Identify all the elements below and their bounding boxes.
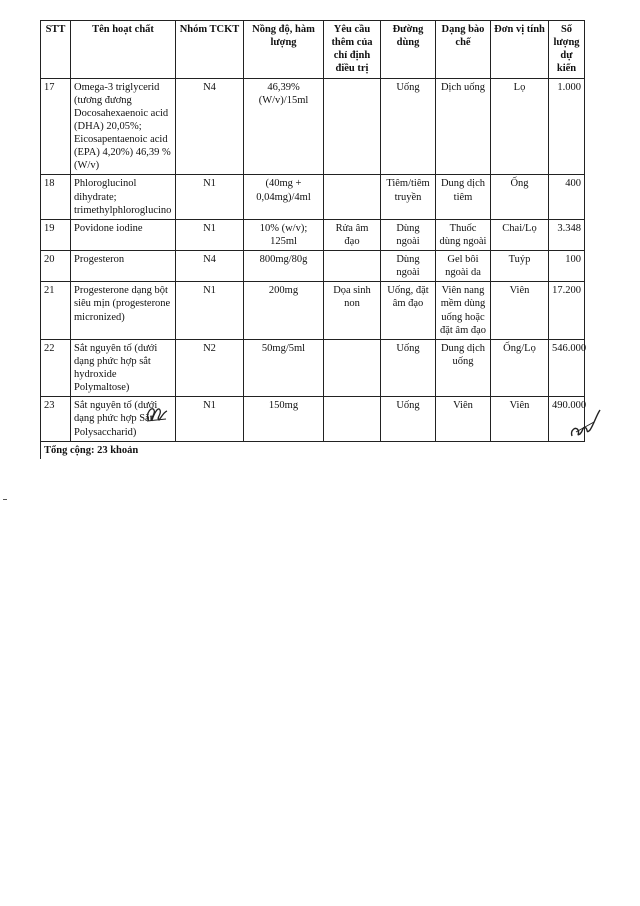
- header-route: Đường dùng: [381, 21, 436, 79]
- header-active-ingredient: Tên hoạt chất: [71, 21, 176, 79]
- cell-qty: 490.000: [549, 397, 585, 441]
- cell-extra: [324, 175, 381, 219]
- cell-strength: 46,39% (W/v)/15ml: [244, 78, 324, 175]
- cell-group: N1: [176, 175, 244, 219]
- cell-stt: 20: [41, 251, 71, 282]
- cell-group: N1: [176, 282, 244, 340]
- header-quantity: Số lượng dự kiến: [549, 21, 585, 79]
- table-row: [41, 339, 585, 397]
- total-row: [41, 441, 585, 459]
- cell-strength: 200mg: [244, 282, 324, 340]
- cell-strength: 150mg: [244, 397, 324, 441]
- drug-table: [40, 20, 585, 459]
- table-row: [41, 397, 585, 441]
- cell-route: Uống: [381, 78, 436, 175]
- cell-name: Sắt nguyên tố (dưới dạng phức hợp Sắt Polysaccharid): [71, 397, 176, 441]
- cell-extra: [324, 397, 381, 441]
- margin-signature: [568, 406, 604, 440]
- cell-form: Dịch uống: [436, 78, 491, 175]
- cell-name: Povidone iodine: [71, 219, 176, 250]
- cell-qty: 100: [549, 251, 585, 282]
- table-header-row: [41, 21, 585, 79]
- cell-qty: 400: [549, 175, 585, 219]
- drug-list-sheet: [40, 20, 587, 459]
- table-row: [41, 251, 585, 282]
- cell-group: N2: [176, 339, 244, 397]
- cell-route: Dùng ngoài: [381, 219, 436, 250]
- header-unit: Đơn vị tính: [491, 21, 549, 79]
- cell-form: Viên nang mềm dùng uống hoặc đặt âm đạo: [436, 282, 491, 340]
- cell-stt: 19: [41, 219, 71, 250]
- cell-extra: Rửa âm đạo: [324, 219, 381, 250]
- cell-name: Progesterone dạng bột siêu mịn (progesterone micronized): [71, 282, 176, 340]
- cell-unit: Chai/Lọ: [491, 219, 549, 250]
- cell-strength: (40mg + 0,04mg)/4ml: [244, 175, 324, 219]
- cell-unit: Ống: [491, 175, 549, 219]
- cell-extra: [324, 251, 381, 282]
- cell-form: Gel bôi ngoài da: [436, 251, 491, 282]
- total-label: Tổng cộng: 23 khoản: [44, 444, 139, 456]
- cell-extra: [324, 78, 381, 175]
- cell-route: Dùng ngoài: [381, 251, 436, 282]
- cell-name: Progesteron: [71, 251, 176, 282]
- cell-strength: 800mg/80g: [244, 251, 324, 282]
- header-tech-group: Nhóm TCKT: [176, 21, 244, 79]
- cell-unit: Ống/Lọ: [491, 339, 549, 397]
- table-row: [41, 175, 585, 219]
- table-row: [41, 78, 585, 175]
- cell-unit: Viên: [491, 282, 549, 340]
- cell-group: N4: [176, 78, 244, 175]
- cell-group: N1: [176, 397, 244, 441]
- cell-group: N4: [176, 251, 244, 282]
- cell-route: Uống: [381, 339, 436, 397]
- cell-name: Sắt nguyên tố (dưới dạng phức hợp sắt hydroxide Polymaltose): [71, 339, 176, 397]
- header-stt: STT: [41, 21, 71, 79]
- cell-form: Thuốc dùng ngoài: [436, 219, 491, 250]
- total-cell: [41, 441, 585, 459]
- cell-extra: [324, 339, 381, 397]
- cell-stt: 18: [41, 175, 71, 219]
- cell-route: Tiêm/tiêm truyền: [381, 175, 436, 219]
- cell-unit: Tuýp: [491, 251, 549, 282]
- cell-form: Viên: [436, 397, 491, 441]
- cell-stt: 21: [41, 282, 71, 340]
- cell-form: Dung dịch tiêm: [436, 175, 491, 219]
- table-row: [41, 282, 585, 340]
- header-strength: Nồng độ, hàm lượng: [244, 21, 324, 79]
- initials-signature: [144, 402, 170, 424]
- cell-unit: Lọ: [491, 78, 549, 175]
- cell-strength: 50mg/5ml: [244, 339, 324, 397]
- cell-unit: Viên: [491, 397, 549, 441]
- cell-name: Omega-3 triglycerid (tương đương Docosahexaenoic acid (DHA) 20,05%; Eicosapentaenoic acid (EPA) 4,20%) 46,39 % (W/v): [71, 78, 176, 175]
- cell-group: N1: [176, 219, 244, 250]
- cell-qty: 1.000: [549, 78, 585, 175]
- cell-route: Uống, đặt âm đạo: [381, 282, 436, 340]
- header-extra-requirement: Yêu cầu thêm của chỉ định điều trị: [324, 21, 381, 79]
- cell-stt: 22: [41, 339, 71, 397]
- cell-extra: Dọa sinh non: [324, 282, 381, 340]
- cell-strength: 10% (w/v); 125ml: [244, 219, 324, 250]
- cell-stt: 17: [41, 78, 71, 175]
- scan-speck: [3, 499, 7, 500]
- cell-qty: 17.200: [549, 282, 585, 340]
- cell-name: Phloroglucinol dihydrate; trimethylphloroglucino: [71, 175, 176, 219]
- header-dosage-form: Dạng bào chế: [436, 21, 491, 79]
- cell-form: Dung dịch uống: [436, 339, 491, 397]
- cell-qty: 3.348: [549, 219, 585, 250]
- cell-stt: 23: [41, 397, 71, 441]
- cell-route: Uống: [381, 397, 436, 441]
- cell-qty: 546.000: [549, 339, 585, 397]
- table-row: [41, 219, 585, 250]
